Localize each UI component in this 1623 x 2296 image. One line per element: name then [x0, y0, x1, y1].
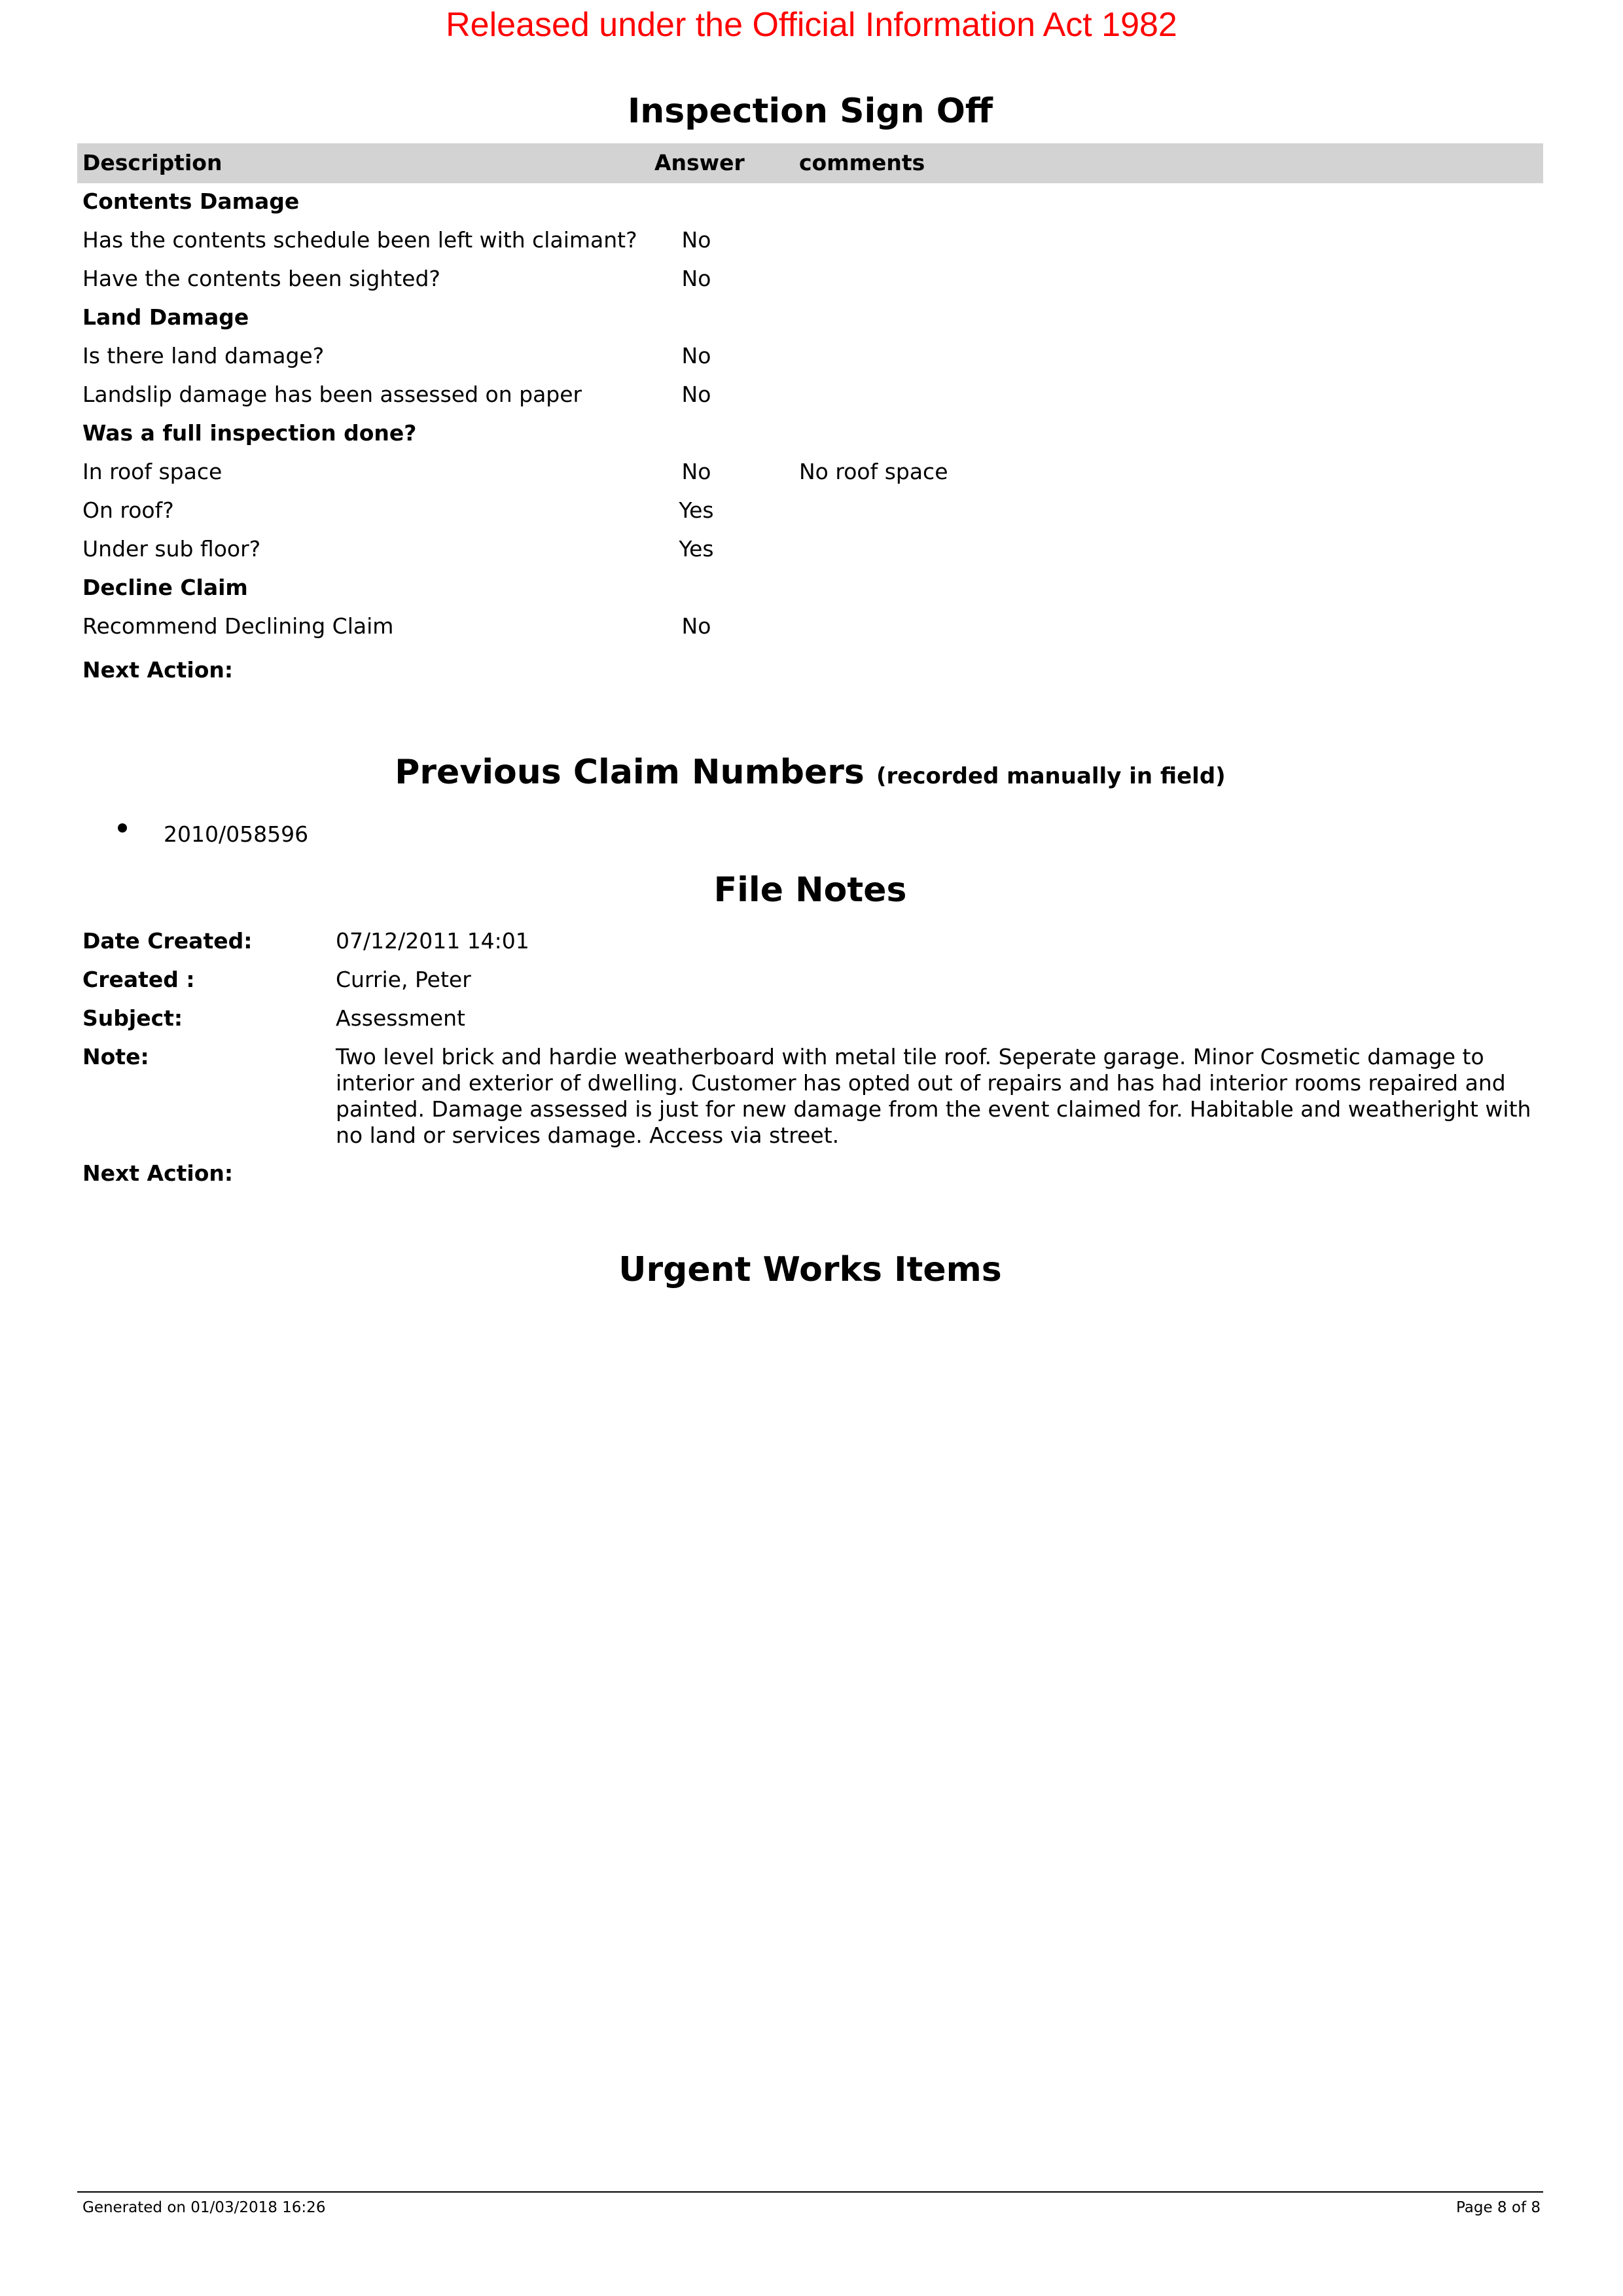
inspection-next-action-label: Next Action:: [82, 657, 234, 683]
row-description: Is there land damage?: [82, 343, 325, 368]
row-description: Has the contents schedule been left with claimant?: [82, 227, 637, 253]
group-contents-damage: Contents Damage: [82, 188, 300, 214]
previous-claims-title-text: Previous Claim Numbers: [395, 753, 865, 792]
previous-claim-number: 2010/058596: [164, 821, 309, 847]
subject-value: Assessment: [336, 1005, 465, 1031]
inspection-title: Inspection Sign Off: [627, 92, 993, 131]
row-answer: No: [681, 382, 711, 407]
row-answer: Yes: [679, 497, 714, 523]
release-banner: Released under the Official Information Act 1982: [446, 6, 1177, 44]
group-full-inspection: Was a full inspection done?: [82, 420, 417, 446]
footer-generated: Generated on 01/03/2018 16:26: [82, 2199, 326, 2216]
file-notes-title: File Notes: [713, 870, 907, 910]
row-description: On roof?: [82, 497, 174, 523]
footer-page-number: Page 8 of 8: [1455, 2199, 1541, 2216]
row-answer: No: [681, 266, 711, 291]
bullet-icon: [118, 823, 127, 833]
row-answer: Yes: [679, 536, 714, 562]
subject-label: Subject:: [82, 1005, 183, 1031]
urgent-works-title: Urgent Works Items: [618, 1250, 1002, 1289]
row-answer: No: [681, 613, 711, 639]
row-answer: No: [681, 343, 711, 368]
date-created-value: 07/12/2011 14:01: [336, 928, 529, 954]
header-comments: comments: [799, 150, 925, 175]
row-description: Recommend Declining Claim: [82, 613, 394, 639]
previous-claims-title: [77, 753, 1543, 792]
file-notes-next-action-label: Next Action:: [82, 1160, 234, 1186]
row-description: Under sub floor?: [82, 536, 261, 562]
row-description: Landslip damage has been assessed on paper: [82, 382, 582, 407]
group-decline-claim: Decline Claim: [82, 575, 248, 600]
header-description: Description: [82, 150, 223, 175]
note-text: Two level brick and hardie weatherboard with metal tile roof. Seperate garage. Minor Cosmetic damage to interior and exterior of dwelling. Customer has opted out of repairs and has had interior rooms repaired and painted. Damage assessed is just for new damage from the event claimed for. Habitable and weatheright with no land or services damage. Access via street.: [336, 1044, 1531, 1148]
footer-divider: [77, 2191, 1543, 2193]
note-label: Note:: [82, 1044, 149, 1069]
row-description: Have the contents been sighted?: [82, 266, 440, 291]
row-description: In roof space: [82, 459, 223, 484]
created-by-value: Currie, Peter: [336, 967, 471, 992]
row-answer: No: [681, 459, 711, 484]
previous-claims-subtitle: (recorded manually in field): [876, 763, 1226, 789]
row-comment: No roof space: [799, 459, 948, 484]
group-land-damage: Land Damage: [82, 304, 249, 330]
row-answer: No: [681, 227, 711, 253]
created-by-label: Created :: [82, 967, 195, 992]
date-created-label: Date Created:: [82, 928, 253, 954]
header-answer: Answer: [654, 150, 745, 175]
